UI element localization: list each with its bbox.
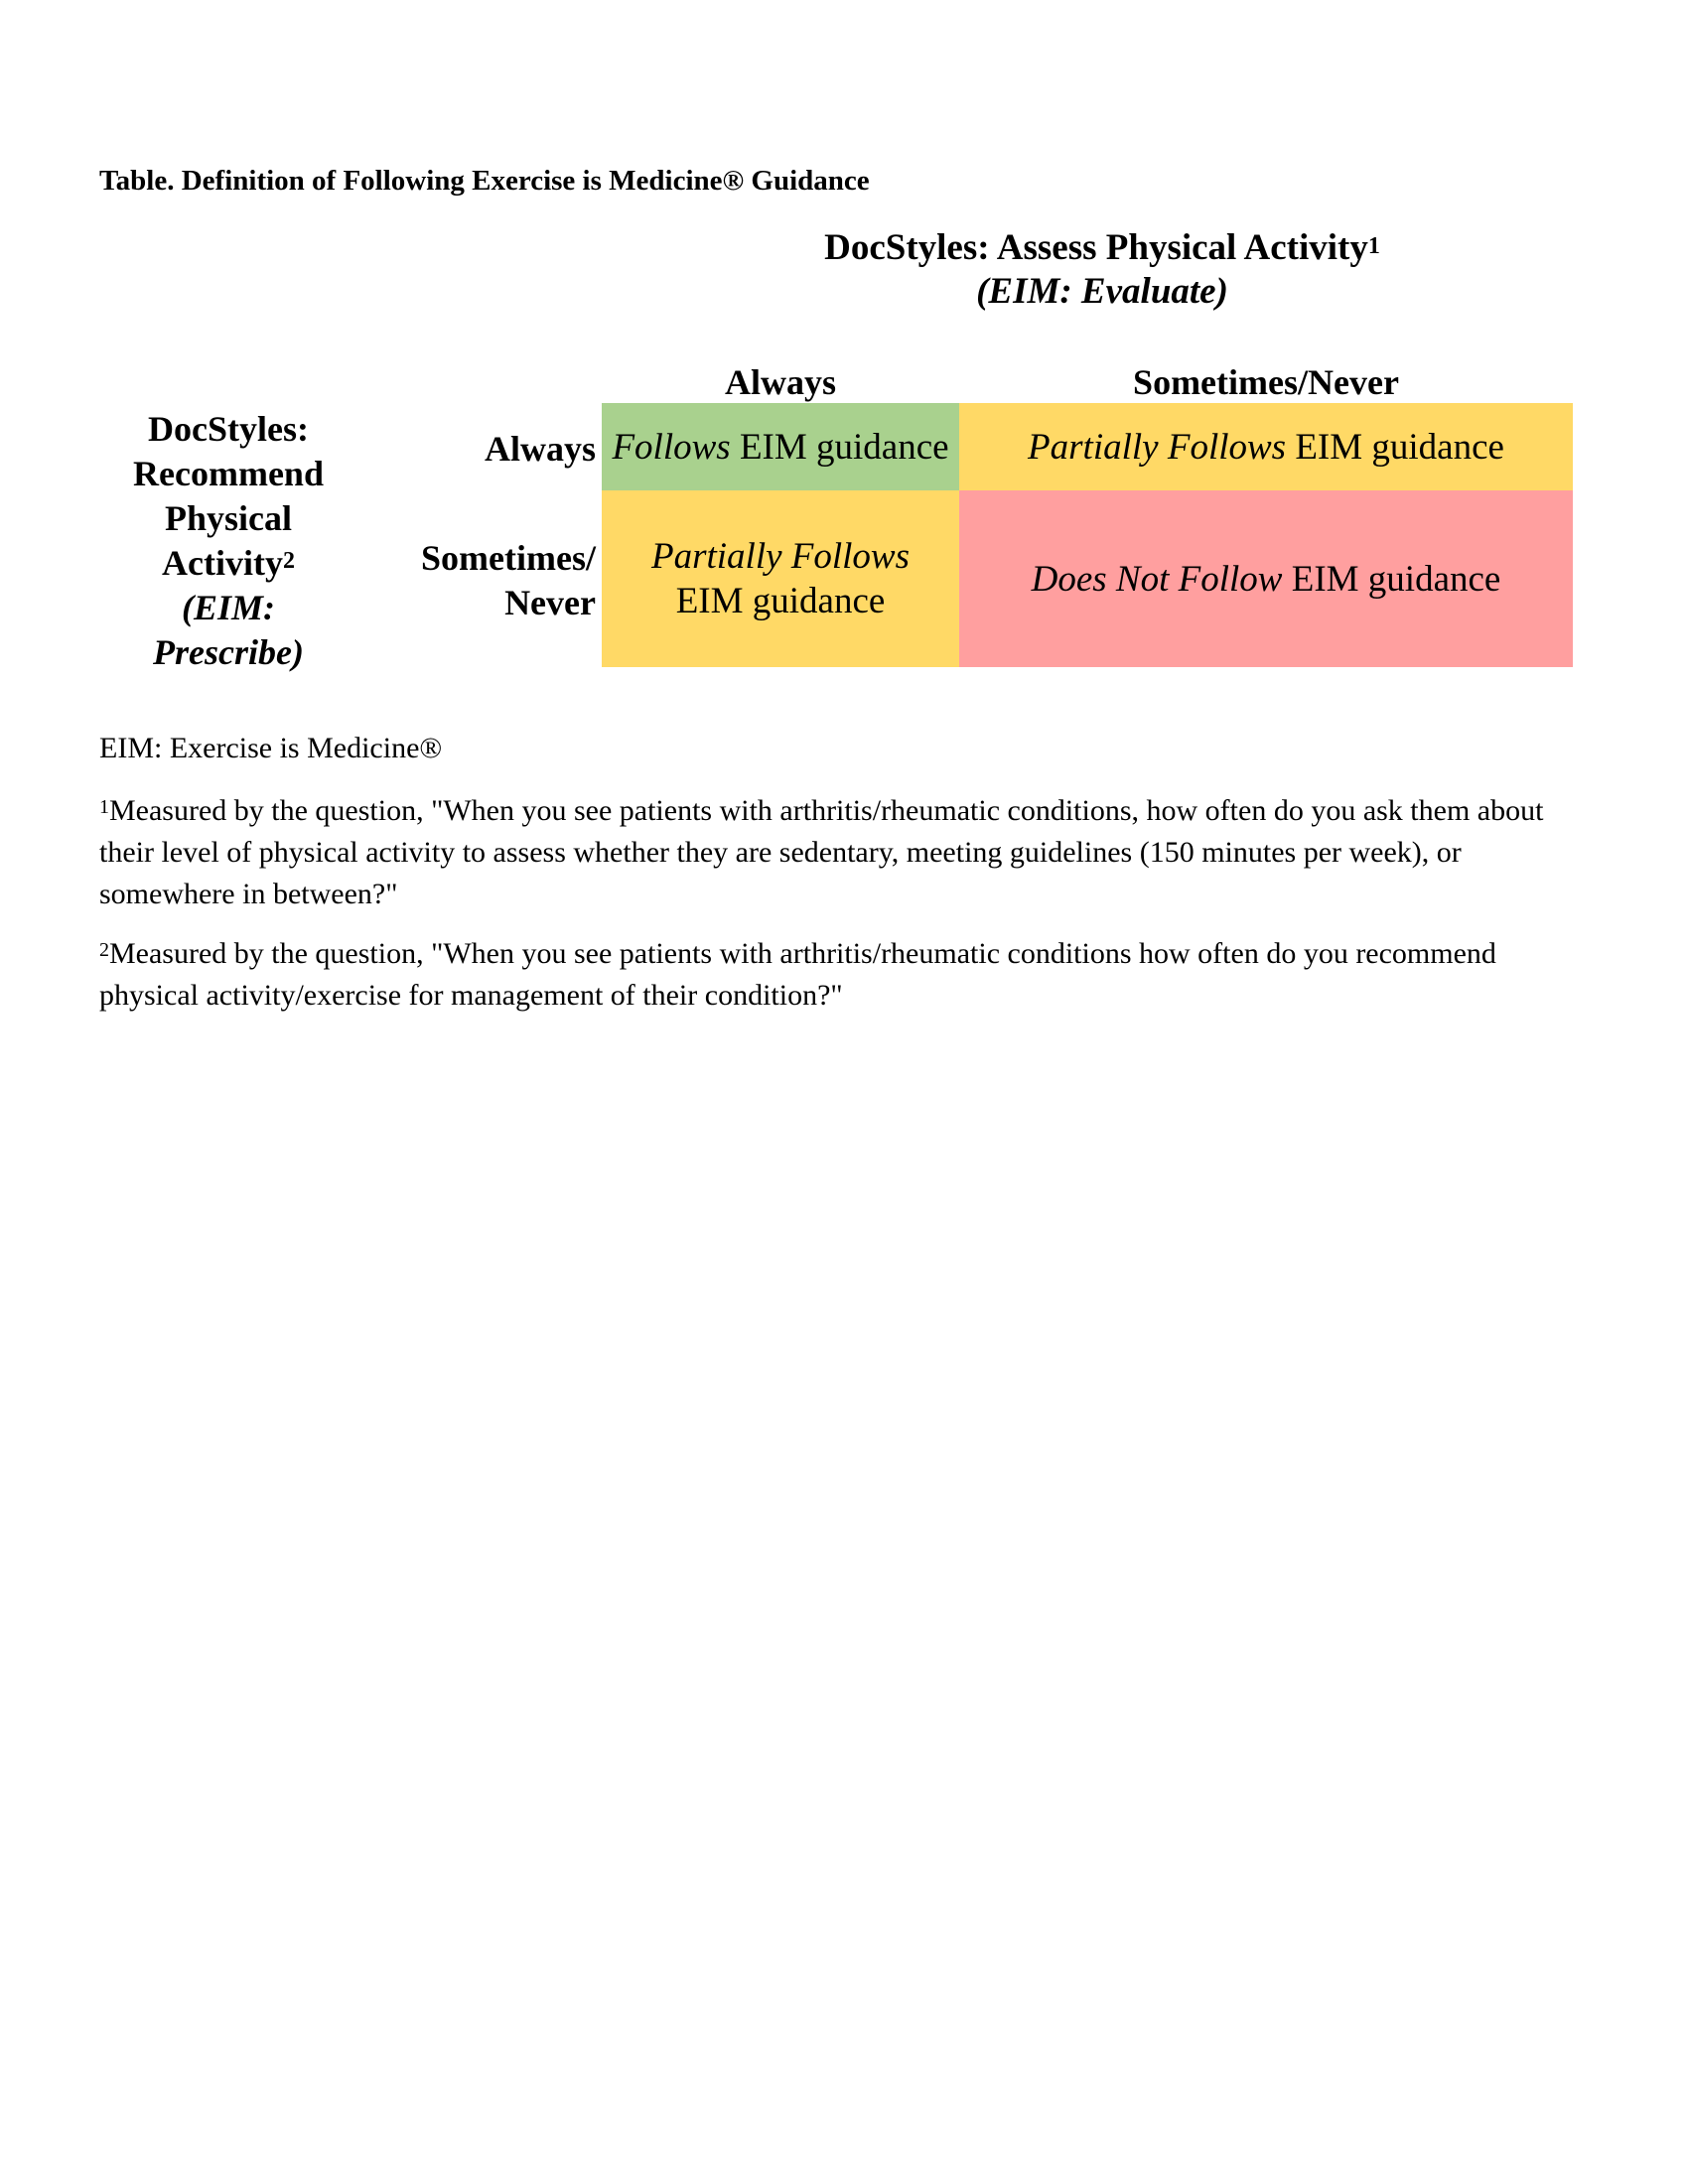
row-header-line: DocStyles: [148,409,309,449]
cell-emphasis: Does Not Follow [1031,558,1283,600]
footnote-2-text: Measured by the question, "When you see patients with arthritis/rheumatic conditions how often do you recommend physical activity/exercise for management of their condition?" [99,937,1496,1012]
row-label-line: Never [504,583,596,622]
footnote-marker-1: 1 [1367,233,1380,259]
column-header-text: DocStyles: Assess Physical Activity [824,227,1368,268]
column-header-subtitle: (EIM: Evaluate) [976,271,1228,312]
cell-emphasis: Partially Follows [650,536,911,577]
footnote-1-marker: 1 [99,796,109,818]
row-header-subtitle: Prescribe) [153,632,304,672]
cell-text: EIM guidance [675,581,886,621]
cell-does-not-follow [959,490,1573,667]
row-label-line: Sometimes/ [421,538,596,578]
cell-follows [602,403,959,490]
footnote-2-marker: 2 [99,939,109,961]
row-label-always: Always [484,429,596,469]
row-header [109,407,348,675]
cell-text: EIM guidance [730,426,949,468]
row-header-line: Physical [164,498,292,538]
cell-partially-follows [959,403,1573,490]
footnote-2 [99,933,1589,1017]
row-header-subtitle: (EIM: [181,588,275,627]
footnote-marker-2: 2 [282,548,295,574]
abbreviation-note: EIM: Exercise is Medicine® [99,732,443,764]
cell-emphasis: Follows [612,426,731,468]
footnote-1 [99,790,1589,915]
cell-emphasis: Partially Follows [1028,426,1287,468]
table-title: Table. Definition of Following Exercise is Medicine® Guidance [99,165,870,197]
cell-partially-follows [602,490,959,667]
row-header-line: Activity [162,543,283,583]
cell-text: EIM guidance [1282,558,1501,600]
column-label-always: Always [724,362,836,402]
column-label-sometimes-never: Sometimes/Never [1133,362,1399,402]
row-label-sometimes-never [421,536,596,625]
footnote-1-text: Measured by the question, "When you see patients with arthritis/rheumatic conditions, how often do you ask them about their level of physical activity to assess whether they are sedentary, meeting guidelines (150 minutes per week), or somewhere in between?" [99,794,1544,910]
column-header [755,226,1450,314]
cell-text: EIM guidance [1286,426,1504,468]
row-header-line: Recommend [133,454,324,493]
